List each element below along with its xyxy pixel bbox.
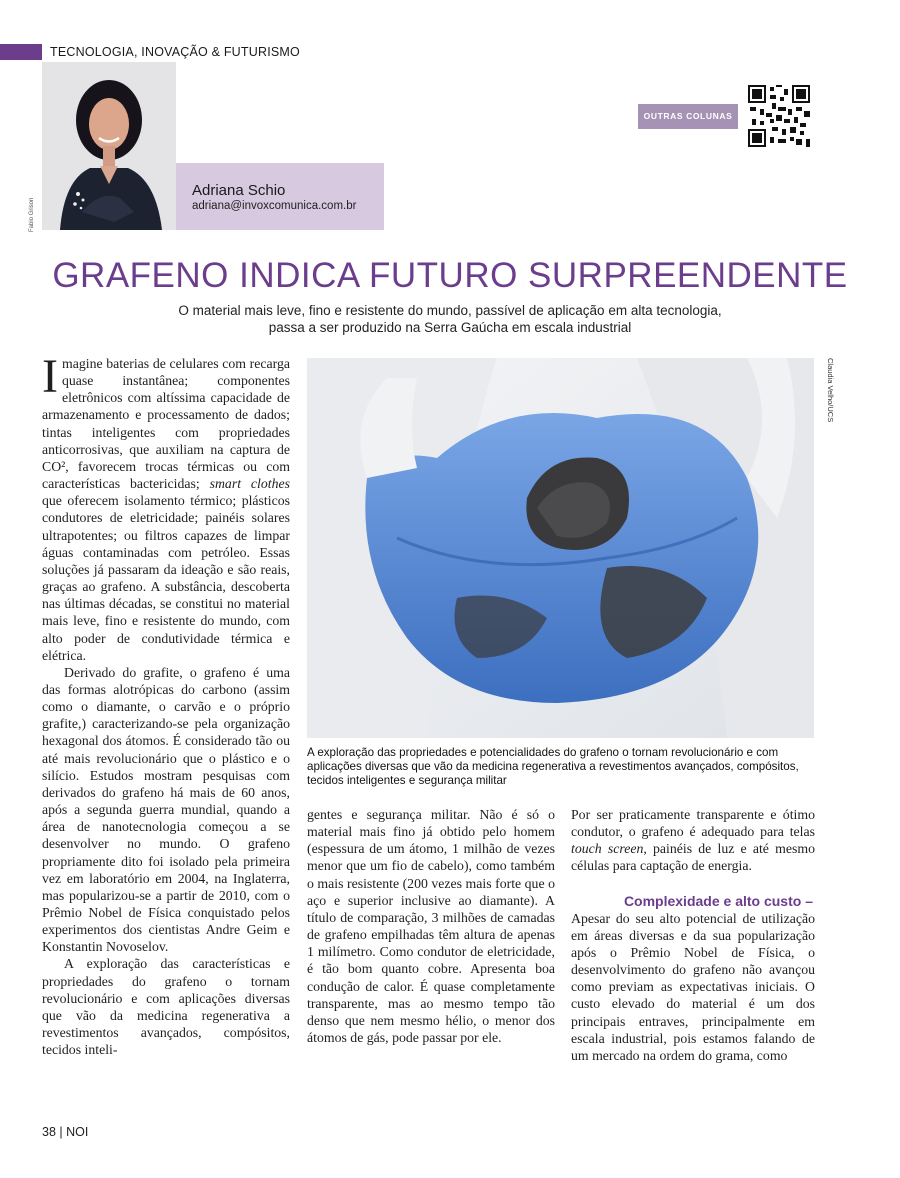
author-name: Adriana Schio <box>192 182 286 199</box>
author-photo-credit: Fabio Grison <box>29 197 35 232</box>
gloved-hands-graphene-illustration <box>307 358 814 738</box>
paragraph-2: Derivado do grafite, o grafeno é uma das formas alotrópicas do carbono (assim como o diamante, o carvão e o próprio grafite,) caracterizando-se pela organização hexagonal dos átomos. É considerado tão ou até mais revolucionário que o plástico e o silício. Estudos mostram pesquisas com derivados do grafeno há mais de 60 anos, após a segunda guerra mundial, quando a área de nanotecnologia começou a se desenvolver no mundo. O grafeno propriamente dito foi isolado pela primeira vez em laboratório em 2004, na Inglaterra, mas popularizou-se a partir de 2010, com o Prêmio Nobel de Física conquistado pelos experimentos dos cientistas Andre Geim e Konstantin Novoselov. <box>42 664 290 955</box>
photo-caption: A exploração das propriedades e potencialidades do grafeno o tornam revolucionário e com aplicações diversas que vão da medicina regenerativa a revestimentos avançados, compósitos, tecidos inteligentes e segurança militar <box>307 746 799 787</box>
subhead-line-2: passa a ser produzido na Serra Gaúcha em escala industrial <box>268 320 632 335</box>
author-portrait-illustration <box>42 62 176 230</box>
text-column-1 <box>42 350 290 1058</box>
paragraph-1-part-a: magine baterias de celulares com recarga quase instantânea; componentes eletrônicos com altíssima capacidade de armazenamento e processamento de dados; tintas inteligentes com propriedades anticorrosivas, que auxiliam na captura de CO², favorecem trocas térmicas ou com características bactericidas; <box>42 356 290 492</box>
text-column-2 <box>307 806 555 1046</box>
section-subtitle: Complexidade e alto custo – <box>623 892 813 909</box>
footer-separator: | <box>59 1125 63 1139</box>
outras-colunas-tag[interactable]: OUTRAS COLUNAS <box>638 104 738 129</box>
paragraph-5-italic: touch screen <box>571 841 644 857</box>
graphene-photo <box>307 358 814 738</box>
author-info-box <box>176 163 384 230</box>
paragraph-1-part-b: que oferecem isolamento térmico; plásticos condutores de eletricidade; painéis solares ultrapotentes; ou filtros capazes de limpar águas contaminadas com petróleo. Essas soluções já passaram da ideação e são reais, graças ao grafeno. A substância, descoberta nas últimas décadas, se constitui no material mais leve, fino e resistente do mundo, com alto poder de condutividade térmica e elétrica. <box>42 493 290 663</box>
page-footer <box>42 1125 88 1139</box>
subhead-line-1: O material mais leve, fino e resistente do mundo, passível de aplicação em alta tecnologia, <box>178 303 722 318</box>
paragraph-1-italic: smart clothes <box>209 476 290 492</box>
article-subhead <box>90 302 810 336</box>
paragraph-4: gentes e segurança militar. Não é só o material mais fino já obtido pelo homem (espessura de um átomo, 1 milhão de vezes menor que um fio de cabelo), como também o mais resistente (200 vezes mais forte que o aço e superior inclusive ao diamante). A título de comparação, 3 milhões de camadas de grafeno empilhadas têm altura de apenas 1 milímetro. Como condutor de eletricidade, é tão bom quanto cobre. Apresenta boa condução de calor. É quase completamente transparente, mas ao mesmo tempo tão denso que nem mesmo hélio, o menor dos átomos de gás, pode passar por ele. <box>307 807 555 1046</box>
article-headline: GRAFENO INDICA FUTURO SURPREENDENTE <box>52 256 848 295</box>
author-photo <box>42 62 176 230</box>
paragraph-5-part-b: , painéis de luz e até mesmo células para captação de energia. <box>571 841 815 874</box>
paragraph-1 <box>42 350 290 664</box>
paragraph-3: A exploração das características e propriedades do grafeno o tornam revolucionário e com aplicações diversas que vão da medicina regenerativa a revestimentos avançados, compósitos, tecidos inteli- <box>42 956 290 1058</box>
photo-credit: Claudia Velho/UCS <box>826 358 835 423</box>
section-label: TECNOLOGIA, INOVAÇÃO & FUTURISMO <box>50 45 300 59</box>
paragraph-6: Apesar do seu alto potencial de utilização em áreas diversas e da sua popularização após o Prêmio Nobel de Física, o desenvolvimento do grafeno não avançou como previam as expectativas iniciais. O custo elevado do material é um dos principais entraves, principalmente em escala industrial, pois estamos falando de um mercado na ordem do grama, como <box>571 910 815 1063</box>
qr-code-icon[interactable] <box>748 85 810 147</box>
dropcap-letter: I <box>42 350 58 403</box>
page-number: 38 <box>42 1125 56 1139</box>
author-email[interactable]: adriana@invoxcomunica.com.br <box>192 200 357 212</box>
section-color-bar <box>0 44 42 60</box>
magazine-name: NOI <box>66 1125 89 1139</box>
text-column-3 <box>571 806 815 1064</box>
paragraph-5 <box>571 806 815 875</box>
paragraph-5-part-a: Por ser praticamente transparente e ótimo condutor, o grafeno é adequado para telas <box>571 807 815 840</box>
